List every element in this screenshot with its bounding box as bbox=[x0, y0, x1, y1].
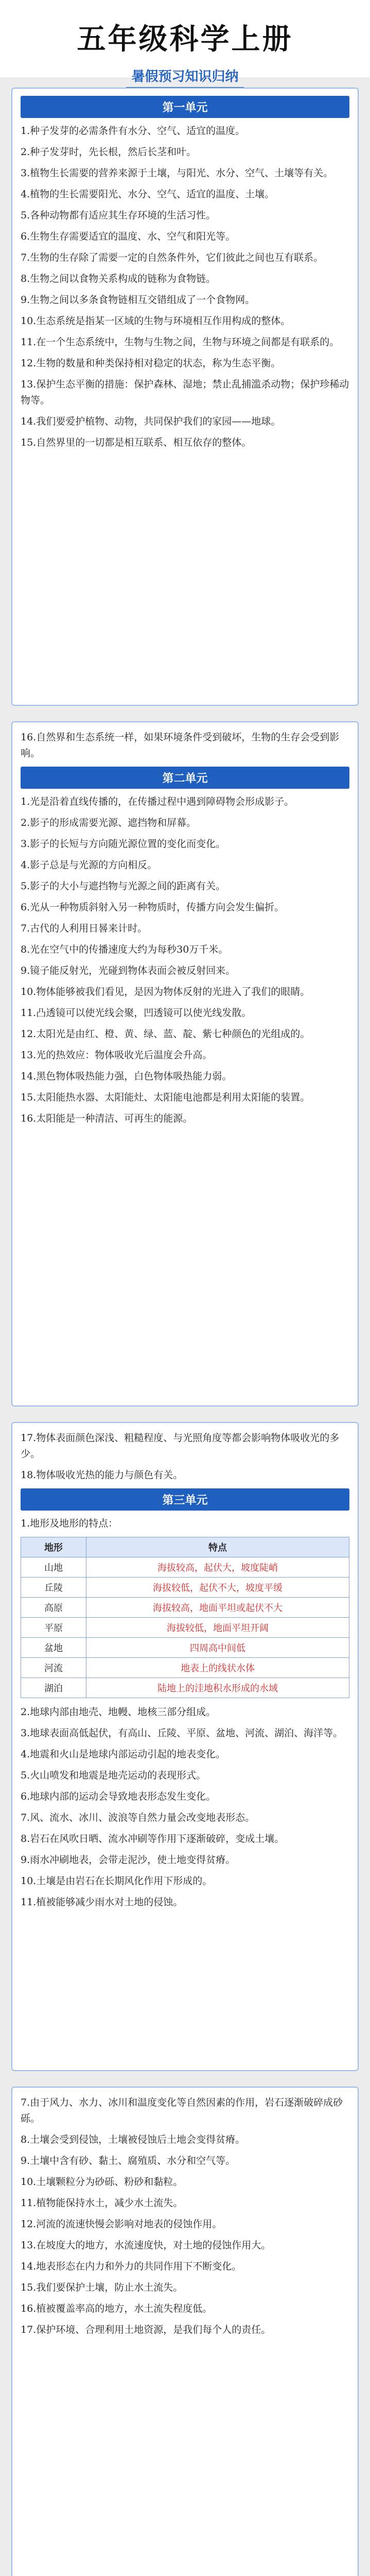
list-item: 5.影子的大小与遮挡物与光源之间的距离有关。 bbox=[21, 880, 226, 892]
list-item: 10.土壤颗粒分为砂砾、粉砂和黏粒。 bbox=[21, 2176, 183, 2188]
table-cell-feature: 四周高中间低 bbox=[86, 1638, 349, 1658]
page-header bbox=[0, 0, 370, 84]
card-2-intro bbox=[21, 730, 349, 761]
table-caption: 1.地形及地形的特点： bbox=[21, 1518, 118, 1529]
list-item: 8.光在空气中的传播速度大约为每秒30万千米。 bbox=[21, 944, 228, 955]
table-cell-feature: 海拔较高，地面平坦或起伏不大 bbox=[86, 1598, 349, 1618]
list-item: 15.自然界里的一切都是相互联系、相互依存的整体。 bbox=[21, 437, 252, 448]
card-2-list bbox=[21, 794, 349, 1127]
table-row bbox=[21, 1598, 349, 1618]
list-item: 12.太阳光是由红、橙、黄、绿、蓝、靛、紫七种颜色的光组成的。 bbox=[21, 1028, 310, 1040]
table-row bbox=[21, 1658, 349, 1678]
card-4-list bbox=[21, 2095, 349, 2338]
list-item: 7.生物的生存除了需要一定的自然条件外，它们彼此之间也互有联系。 bbox=[21, 252, 324, 263]
unit-3-banner: 第三单元 bbox=[21, 1488, 349, 1511]
unit-1-banner: 第一单元 bbox=[21, 96, 349, 118]
list-item: 10.生态系统是指某一区域的生物与环境相互作用构成的整体。 bbox=[21, 315, 291, 327]
list-item: 3.地球表面高低起伏，有高山、丘陵、平原、盆地、河流、湖泊、海洋等。 bbox=[21, 1727, 343, 1739]
list-item: 1.种子发芽的必需条件有水分、空气、适宜的温度。 bbox=[21, 125, 245, 137]
list-item: 9.雨水冲刷地表，会带走泥沙，使土地变得贫瘠。 bbox=[21, 1854, 236, 1866]
table-cell-feature: 海拔较高，起伏大，坡度陡峭 bbox=[86, 1557, 349, 1578]
table-row bbox=[21, 1638, 349, 1658]
table-cell-feature: 地表上的线状水体 bbox=[86, 1658, 349, 1678]
list-item: 12.河流的流速快慢会影响对地表的侵蚀作用。 bbox=[21, 2218, 222, 2230]
list-item: 6.光从一种物质斜射入另一种物质时，传播方向会发生偏折。 bbox=[21, 902, 285, 913]
card-3-list bbox=[21, 1704, 349, 1910]
table-cell-landform: 湖泊 bbox=[21, 1678, 86, 1698]
table-cell-landform: 河流 bbox=[21, 1658, 86, 1678]
list-item: 11.凸透镜可以使光线会聚，凹透镜可以使光线发散。 bbox=[21, 1007, 252, 1019]
landform-table bbox=[21, 1537, 349, 1698]
table-cell-feature: 陆地上的洼地积水形成的水域 bbox=[86, 1678, 349, 1698]
list-item: 6.生物生存需要适宜的温度、水、空气和阳光等。 bbox=[21, 231, 236, 242]
list-item: 5.火山喷发和地震是地壳运动的表现形式。 bbox=[21, 1770, 206, 1781]
list-item: 9.土壤中含有砂、黏土、腐殖质、水分和空气等。 bbox=[21, 2155, 236, 2166]
list-item: 7.由于风力、水力、冰川和温度变化等自然因素的作用，岩石逐渐破碎成砂砾。 bbox=[21, 2097, 343, 2124]
unit-2-banner: 第二单元 bbox=[21, 767, 349, 789]
table-row bbox=[21, 1678, 349, 1698]
list-item: 16.自然界和生态系统一样，如果环境条件受到破坏，生物的生存会受到影响。 bbox=[21, 732, 340, 759]
list-item: 13.在坡度大的地方，水流速度快，对土地的侵蚀作用大。 bbox=[21, 2240, 271, 2251]
list-item: 17.物体表面颜色深浅、粗糙程度、与光照角度等都会影响物体吸收光的多少。 bbox=[21, 1432, 340, 1460]
list-item: 7.古代的人利用日晷来计时。 bbox=[21, 923, 148, 934]
card-unit-3 bbox=[11, 1422, 359, 2071]
list-item: 4.地震和火山是地球内部运动引起的地表变化。 bbox=[21, 1749, 226, 1760]
list-item: 1.光是沿着直线传播的，在传播过程中遇到障碍物会形成影子。 bbox=[21, 796, 294, 807]
list-item: 16.植被覆盖率高的地方，水土流失程度低。 bbox=[21, 2303, 213, 2314]
list-item: 17.保护环境、合理利用土地资源，是我们每个人的责任。 bbox=[21, 2324, 271, 2335]
table-cell-feature: 海拔较低，地面平坦开阔 bbox=[86, 1618, 349, 1638]
list-item: 8.生物之间以食物关系构成的链称为食物链。 bbox=[21, 273, 216, 284]
table-cell-landform: 高原 bbox=[21, 1598, 86, 1618]
card-unit-3-continued bbox=[11, 2087, 359, 2576]
list-item: 4.影子总是与光源的方向相反。 bbox=[21, 859, 157, 871]
list-item: 12.生物的数量和种类保持相对稳定的状态，称为生态平衡。 bbox=[21, 358, 281, 369]
page-subtitle: 暑假预习知识归纳 bbox=[126, 66, 243, 88]
list-item: 7.风、流水、冰川、波浪等自然力量会改变地表形态。 bbox=[21, 1812, 255, 1823]
list-item: 3.影子的长短与方向随光源位置的变化而变化。 bbox=[21, 838, 226, 850]
list-item: 2.地球内部由地壳、地幔、地核三部分组成。 bbox=[21, 1706, 216, 1718]
card-unit-1 bbox=[11, 88, 359, 706]
list-item: 11.植物能保持水土，减少水土流失。 bbox=[21, 2197, 183, 2209]
list-item: 11.在一个生态系统中，生物与生物之间，生物与环境之间都是有联系的。 bbox=[21, 336, 340, 348]
list-item: 14.地表形态在内力和外力的共同作用下不断变化。 bbox=[21, 2261, 242, 2272]
list-item: 15.太阳能热水器、太阳能灶、太阳能电池都是利用太阳能的装置。 bbox=[21, 1092, 310, 1103]
list-item: 5.各种动物都有适应其生存环境的生活习性。 bbox=[21, 210, 216, 221]
list-item: 2.影子的形成需要光源、遮挡物和屏幕。 bbox=[21, 817, 197, 828]
table-row bbox=[21, 1618, 349, 1638]
list-item: 9.镜子能反射光，光碰到物体表面会被反射回来。 bbox=[21, 965, 236, 976]
list-item: 4.植物的生长需要阳光、水分、空气、适宜的温度、土壤。 bbox=[21, 189, 275, 200]
table-cell-landform: 盆地 bbox=[21, 1638, 86, 1658]
list-item: 18.物体吸收光热的能力与颜色有关。 bbox=[21, 1469, 183, 1481]
list-item: 15.我们要保护土壤，防止水土流失。 bbox=[21, 2282, 183, 2293]
table-header-landform: 地形 bbox=[21, 1537, 86, 1557]
table-row bbox=[21, 1557, 349, 1578]
page-title: 五年级科学上册 bbox=[77, 23, 293, 56]
list-item: 14.我们要爱护植物、动物，共同保护我们的家园——地球。 bbox=[21, 416, 281, 427]
list-item: 3.植物生长需要的营养来源于土壤，与阳光、水分、空气、土壤等有关。 bbox=[21, 167, 333, 179]
card-1-list bbox=[21, 123, 349, 451]
list-item: 10.物体能够被我们看见，是因为物体反射的光进入了我们的眼睛。 bbox=[21, 986, 310, 997]
list-item: 10.土壤是由岩石在长期风化作用下形成的。 bbox=[21, 1875, 213, 1887]
list-item: 9.生物之间以多条食物链相互交错组成了一个食物网。 bbox=[21, 294, 255, 306]
card-3-intro bbox=[21, 1430, 349, 1483]
list-item: 6.地球内部的运动会导致地表形态发生变化。 bbox=[21, 1791, 216, 1802]
table-row bbox=[21, 1578, 349, 1598]
table-header-feature: 特点 bbox=[86, 1537, 349, 1557]
list-item: 16.太阳能是一种清洁、可再生的能源。 bbox=[21, 1113, 193, 1124]
card-unit-2 bbox=[11, 721, 359, 1406]
list-item: 13.保护生态平衡的措施：保护森林、湿地；禁止乱捕滥杀动物；保护珍稀动物等。 bbox=[21, 379, 349, 406]
table-cell-feature: 海拔较低，起伏不大，坡度平缓 bbox=[86, 1578, 349, 1598]
list-item: 14.黑色物体吸热能力强，白色物体吸热能力弱。 bbox=[21, 1071, 232, 1082]
list-item: 8.岩石在风吹日晒、流水冲刷等作用下逐渐破碎，变成土壤。 bbox=[21, 1833, 285, 1844]
table-cell-landform: 丘陵 bbox=[21, 1578, 86, 1598]
list-item: 13.光的热效应：物体吸收光后温度会升高。 bbox=[21, 1049, 213, 1061]
table-cell-landform: 山地 bbox=[21, 1557, 86, 1578]
list-item: 8.土壤会受到侵蚀，土壤被侵蚀后土地会变得贫瘠。 bbox=[21, 2134, 245, 2145]
table-cell-landform: 平原 bbox=[21, 1618, 86, 1638]
list-item: 11.植被能够减少雨水对土地的侵蚀。 bbox=[21, 1896, 183, 1908]
list-item: 2.种子发芽时，先长根，然后长茎和叶。 bbox=[21, 146, 197, 158]
